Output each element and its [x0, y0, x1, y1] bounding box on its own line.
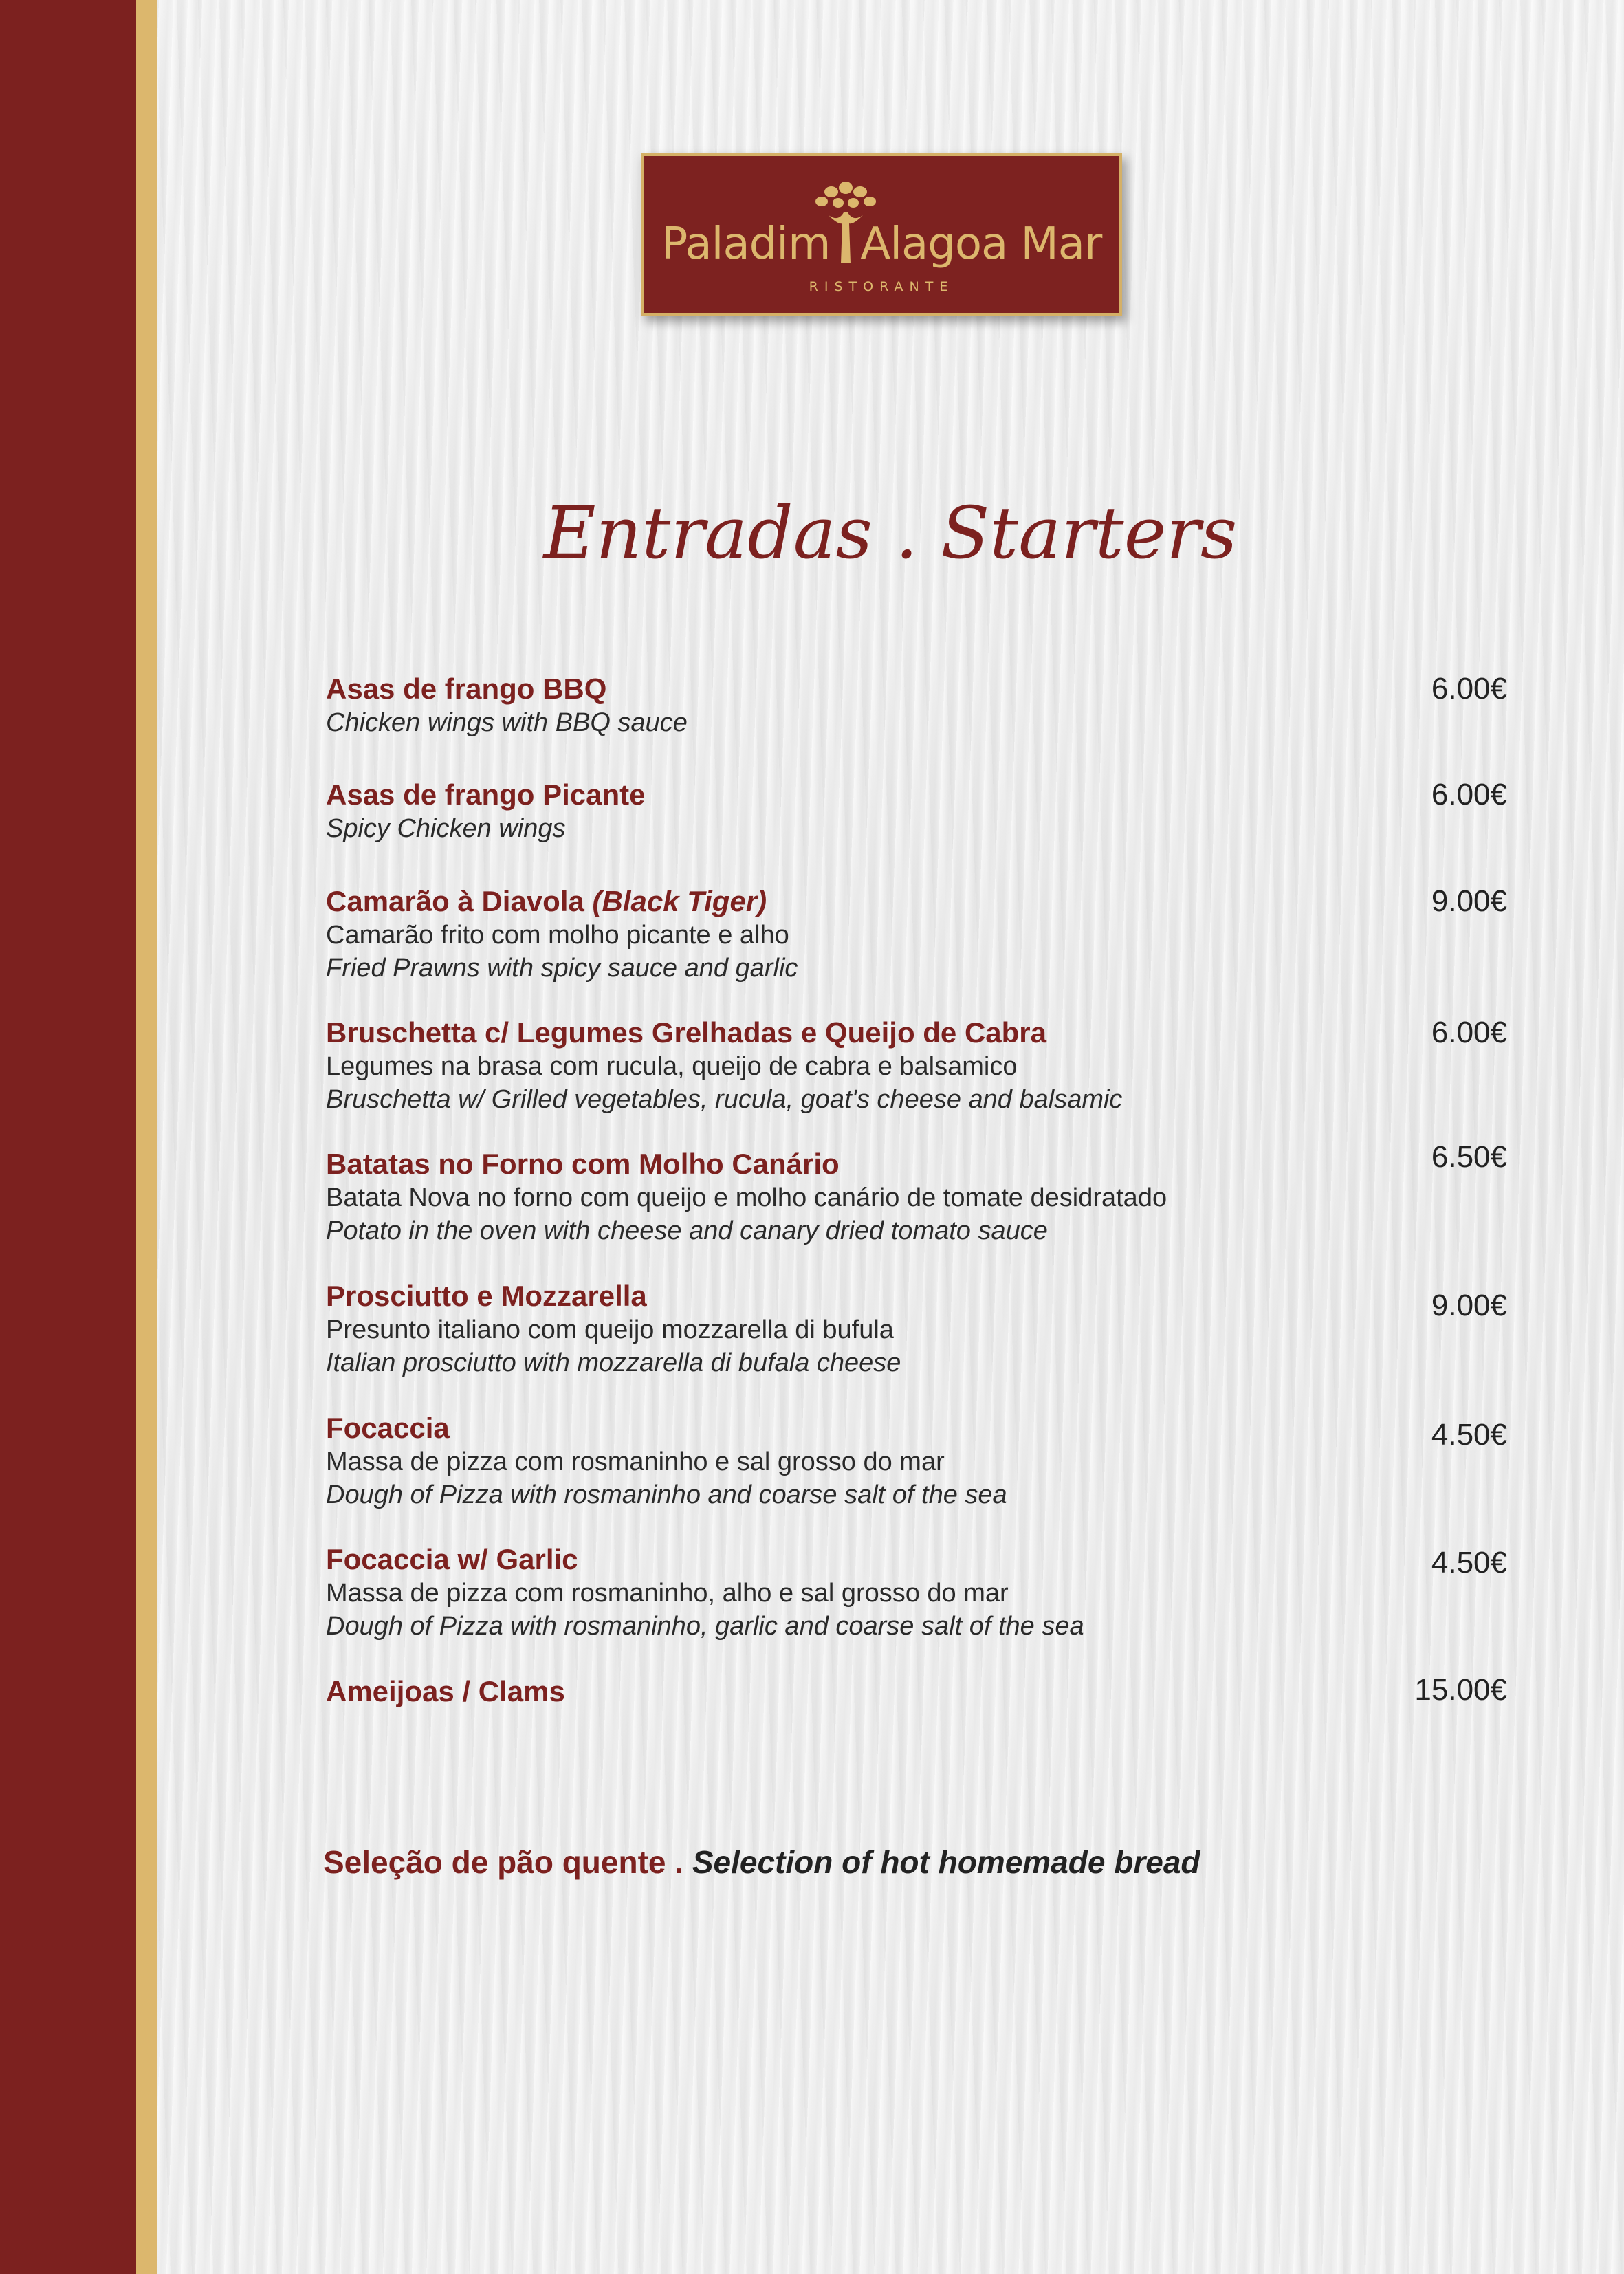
- item-desc-en: Chicken wings with BBQ sauce: [326, 708, 688, 737]
- item-desc-pt: Camarão frito com molho picante e alho: [326, 921, 789, 950]
- item-name: Focaccia w/ Garlic: [326, 1543, 578, 1575]
- logo-tagline: RISTORANTE: [809, 279, 954, 294]
- item-desc-en: Potato in the oven with cheese and canary dried tomato sauce: [326, 1216, 1048, 1245]
- menu-item: [326, 672, 1508, 739]
- section-title: Entradas . Starters: [543, 491, 1238, 575]
- item-name: Camarão à Diavola (Black Tiger): [326, 885, 767, 917]
- menu-item: [326, 1542, 1508, 1643]
- restaurant-logo: [641, 153, 1122, 316]
- item-desc-en: Dough of Pizza with rosmaninho, garlic and coarse salt of the sea: [326, 1612, 1084, 1641]
- item-price: 4.50€: [1431, 1418, 1507, 1452]
- item-name-note: (Black Tiger): [592, 885, 767, 917]
- menu-item: [326, 1140, 1508, 1247]
- bread-note-pt: Seleção de pão quente .: [323, 1844, 692, 1880]
- menu-item: [326, 1411, 1508, 1511]
- item-price: 6.00€: [1431, 778, 1507, 811]
- item-price: 6.50€: [1431, 1140, 1507, 1174]
- menu-item: [326, 778, 1508, 845]
- logo-name-right: Alagoa Mar: [860, 219, 1102, 270]
- item-name: Batatas no Forno com Molho Canário: [326, 1148, 840, 1180]
- item-desc-en: Spicy Chicken wings: [326, 814, 566, 843]
- left-border-band: [0, 0, 136, 2274]
- bread-note: [323, 1843, 1200, 1881]
- item-price: 4.50€: [1431, 1546, 1507, 1579]
- logo-name-left: Paladim: [661, 219, 831, 270]
- left-gold-stripe: [136, 0, 157, 2274]
- item-desc-en: Italian prosciutto with mozzarella di bufala cheese: [326, 1348, 901, 1377]
- item-price: 9.00€: [1431, 884, 1507, 918]
- item-price: 15.00€: [1414, 1673, 1507, 1707]
- item-desc-pt: Massa de pizza com rosmaninho, alho e sal grosso do mar: [326, 1579, 1009, 1608]
- menu-item: [326, 1016, 1508, 1116]
- item-name: Prosciutto e Mozzarella: [326, 1280, 647, 1312]
- menu-item: [326, 1279, 1508, 1379]
- item-desc-pt: Presunto italiano com queijo mozzarella di bufula: [326, 1315, 894, 1344]
- logo-wordmark: [644, 217, 1119, 272]
- menu-item: [326, 884, 1508, 985]
- item-name: Ameijoas / Clams: [326, 1675, 565, 1707]
- item-desc-en: Bruschetta w/ Grilled vegetables, rucula, goat's cheese and balsamic: [326, 1085, 1123, 1114]
- item-name: Asas de frango BBQ: [326, 673, 607, 705]
- item-desc-pt: Batata Nova no forno com queijo e molho canário de tomate desidratado: [326, 1183, 1167, 1212]
- item-name: Focaccia: [326, 1412, 450, 1444]
- item-desc-pt: Legumes na brasa com rucula, queijo de cabra e balsamico: [326, 1052, 1018, 1081]
- item-desc-en: Fried Prawns with spicy sauce and garlic: [326, 954, 798, 983]
- item-desc-en: Dough of Pizza with rosmaninho and coarse salt of the sea: [326, 1480, 1007, 1509]
- item-price: 9.00€: [1431, 1289, 1507, 1322]
- item-price: 6.00€: [1431, 672, 1507, 706]
- item-price: 6.00€: [1431, 1016, 1507, 1049]
- bread-note-en: Selection of hot homemade bread: [692, 1844, 1200, 1880]
- menu-item: [326, 1674, 1508, 1709]
- item-desc-pt: Massa de pizza com rosmaninho e sal grosso do mar: [326, 1447, 945, 1476]
- item-name: Bruschetta c/ Legumes Grelhadas e Queijo de Cabra: [326, 1016, 1047, 1049]
- item-name: Asas de frango Picante: [326, 778, 646, 811]
